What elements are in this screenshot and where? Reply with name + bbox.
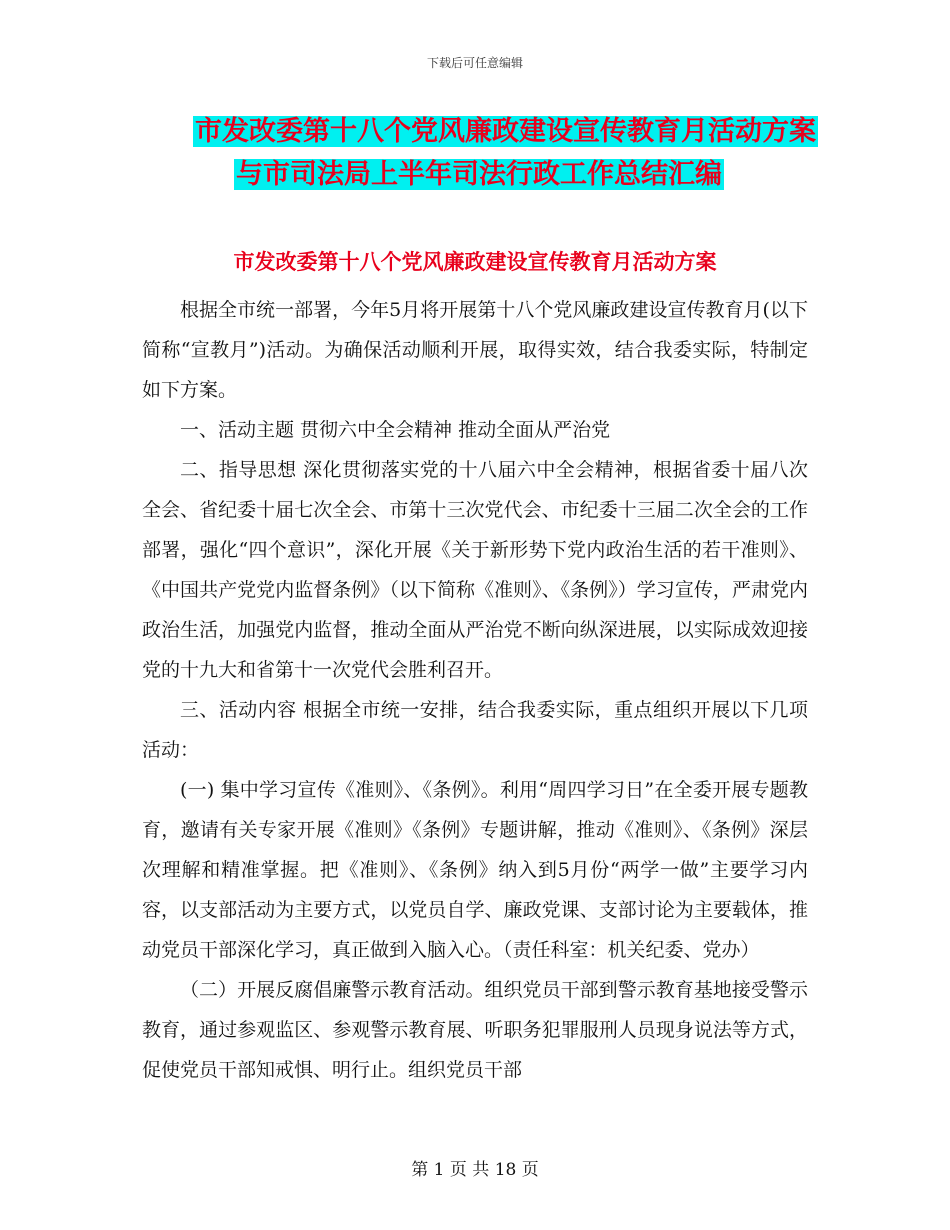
paragraph-activity-content: 三、活动内容 根据全市统一安排，结合我委实际，重点组织开展以下几项活动： xyxy=(142,699,808,761)
paragraph-item-2: （二）开展反腐倡廉警示教育活动。组织党员干部到警示教育基地接受警示教育，通过参观监区、参观警示教育展、听职务犯罪服刑人员现身说法等方式，促使党员干部知戒惧、明行止。组织党员干部 xyxy=(142,979,808,1081)
document-body xyxy=(142,290,808,1090)
document-title-line-1 xyxy=(0,112,950,152)
paragraph-intro: 根据全市统一部署，今年5月将开展第十八个党风廉政建设宣传教育月(以下简称“宣教月”)活动。为确保活动顺利开展，取得实效，结合我委实际，特制定如下方案。 xyxy=(142,299,808,401)
page-header-note: 下载后可任意编辑 xyxy=(426,56,523,70)
paragraph-theme: 一、活动主题 贯彻六中全会精神 推动全面从严治党 xyxy=(180,419,611,441)
document-title-line-2 xyxy=(0,155,950,195)
section-title: 市发改委第十八个党风廉政建设宣传教育月活动方案 xyxy=(233,250,717,274)
document-title-line-2-text: 与市司法局上半年司法行政工作总结汇编 xyxy=(236,159,722,190)
page-footer: 第 1 页 共 18 页 xyxy=(411,1160,539,1180)
paragraph-guiding-ideology: 二、指导思想 深化贯彻落实党的十八届六中全会精神，根据省委十届八次全会、省纪委十届七次全会、市第十三次党代会、市纪委十三届二次全会的工作部署，强化“四个意识”，深化开展《关于新形势下党内政治生活的若干准则》、《中国共产党党内监督条例》（以下简称《准则》、《条例》）学习宣传，严肃党内政治生活，加强党内监督，推动全面从严治党不断向纵深进展，以实际成效迎接党的十九大和省第十一次党代会胜利召开。 xyxy=(142,459,808,681)
paragraph-item-1: (一) 集中学习宣传《准则》、《条例》。利用“周四学习日”在全委开展专题教育，邀请有关专家开展《准则》《条例》专题讲解，推动《准则》、《条例》深层次理解和精准掌握。把《准则》、《条例》纳入到5月份“两学一做”主要学习内容，以支部活动为主要方式，以党员自学、廉政党课、支部讨论为主要载体，推动党员干部深化学习，真正做到入脑入心。（责任科室：机关纪委、党办） xyxy=(142,779,808,961)
document-title-line-1-text: 市发改委第十八个党风廉政建设宣传教育月活动方案 xyxy=(195,116,816,147)
